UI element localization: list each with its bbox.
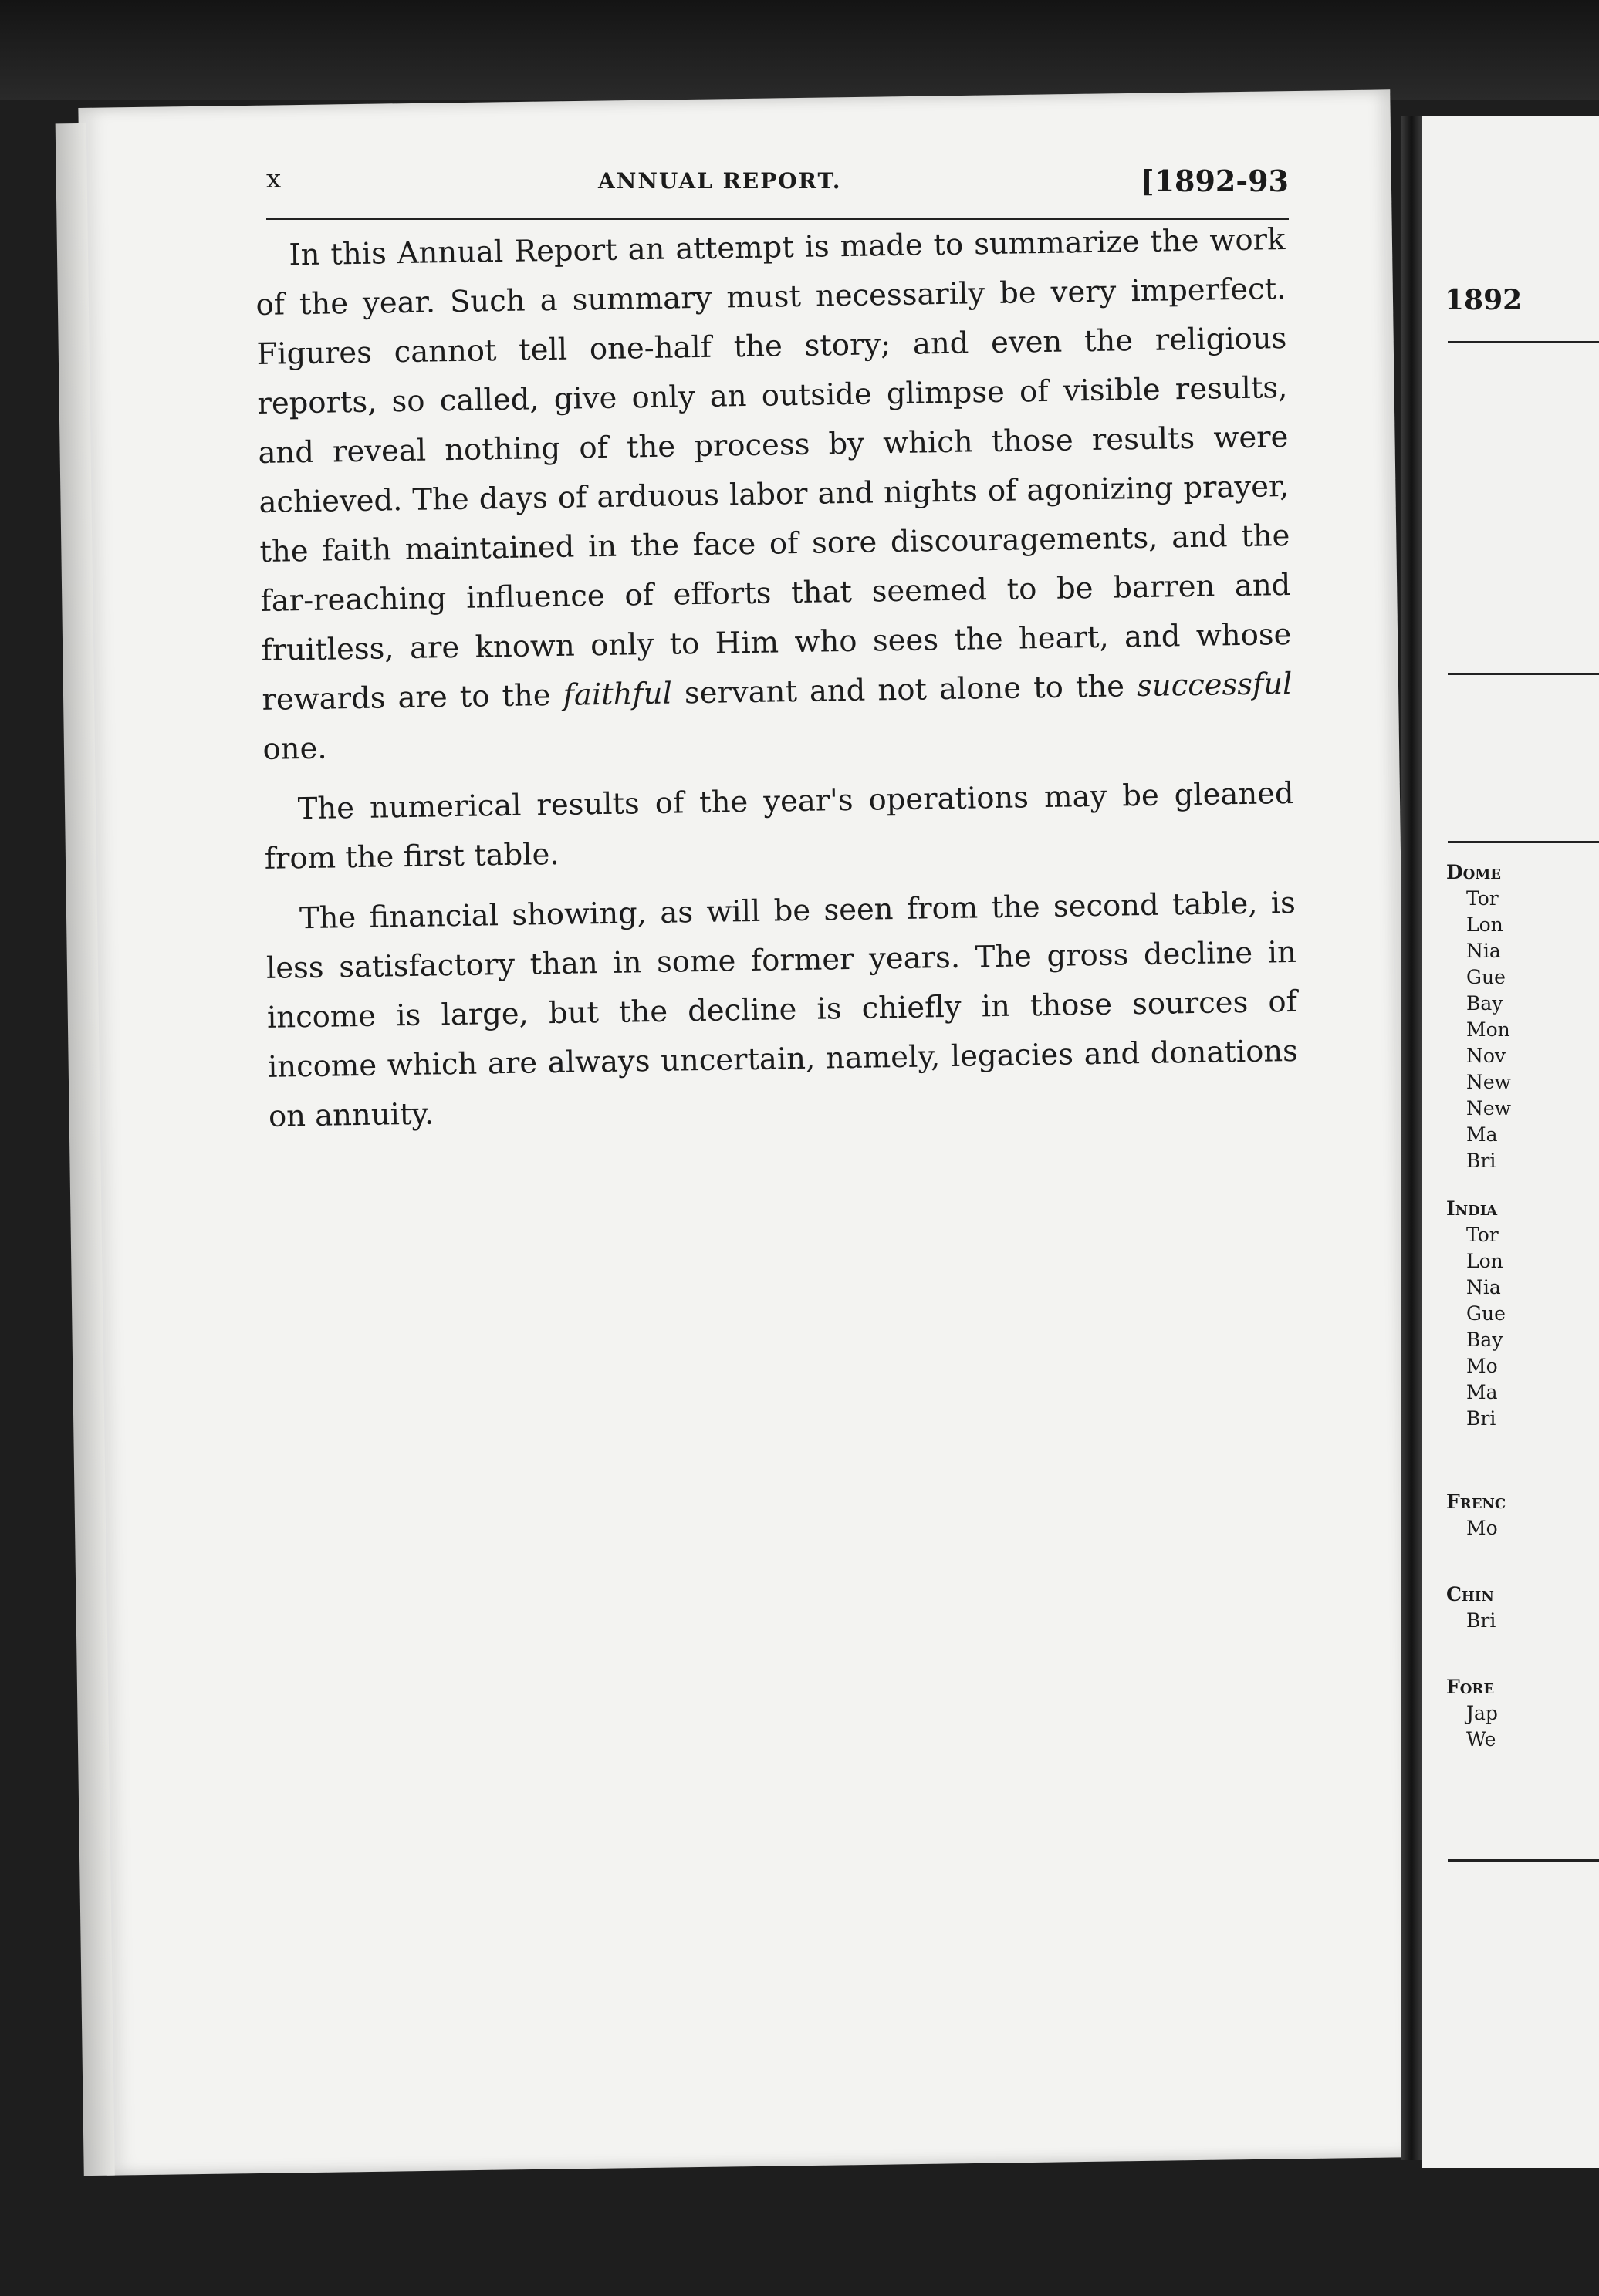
report-year: [1892-93 <box>1140 164 1289 198</box>
right-table-rule <box>1448 673 1599 675</box>
book-gutter <box>1401 116 1422 2160</box>
page-number: x <box>266 164 282 194</box>
scan-background <box>0 0 1599 100</box>
paragraph-summary: In this Annual Report an attempt is made to summarize the work of the year. Such a summary must necessarily be very imperfect. Figures cannot tell one-half the story; and even the religious reports, so called, give only an outside glimpse of visible results, and reveal nothing of the process by which those results were achieved. The days of arduous labor and nights of agonizing prayer, the faith maintained in the face of sore discouragements, and the far-reaching influence of efforts that seemed to be barren and fruitless, are known only to Him who sees the heart, and whose rewards are to the faithful servant and not alone to the successful one. <box>255 222 1293 767</box>
right-group-dome: Dome Tor Lon Nia Gue Bay Mon Nov New New Ma Bri <box>1446 861 1512 1172</box>
body-text <box>255 215 1299 1142</box>
page-binding-edge <box>56 123 115 2176</box>
right-group-french: Frenc Mo <box>1446 1491 1506 1539</box>
right-group-india: India Tor Lon Nia Gue Bay Mo Ma Bri <box>1446 1197 1506 1430</box>
paragraph-numerical-results: The numerical results of the year's operations may be gleaned from the first table. <box>264 775 1294 876</box>
running-header <box>266 164 1289 210</box>
right-table-rule <box>1448 841 1599 843</box>
running-title: ANNUAL REPORT. <box>598 168 842 194</box>
right-header-rule <box>1448 341 1599 343</box>
right-table-rule <box>1448 1859 1599 1862</box>
right-page <box>1422 116 1599 2168</box>
right-group-china: Chin Bri <box>1446 1583 1496 1632</box>
paragraph-financial-showing: The financial showing, as will be seen from the second table, is less satisfactory than in some former years. The gross decline in income is large, but the decline is chiefly in those sources of income which are always uncertain, namely, legacies and donations on annuity. <box>265 885 1299 1134</box>
right-page-year: 1892 <box>1445 284 1523 316</box>
right-group-foreign: Fore Jap We <box>1446 1676 1498 1751</box>
